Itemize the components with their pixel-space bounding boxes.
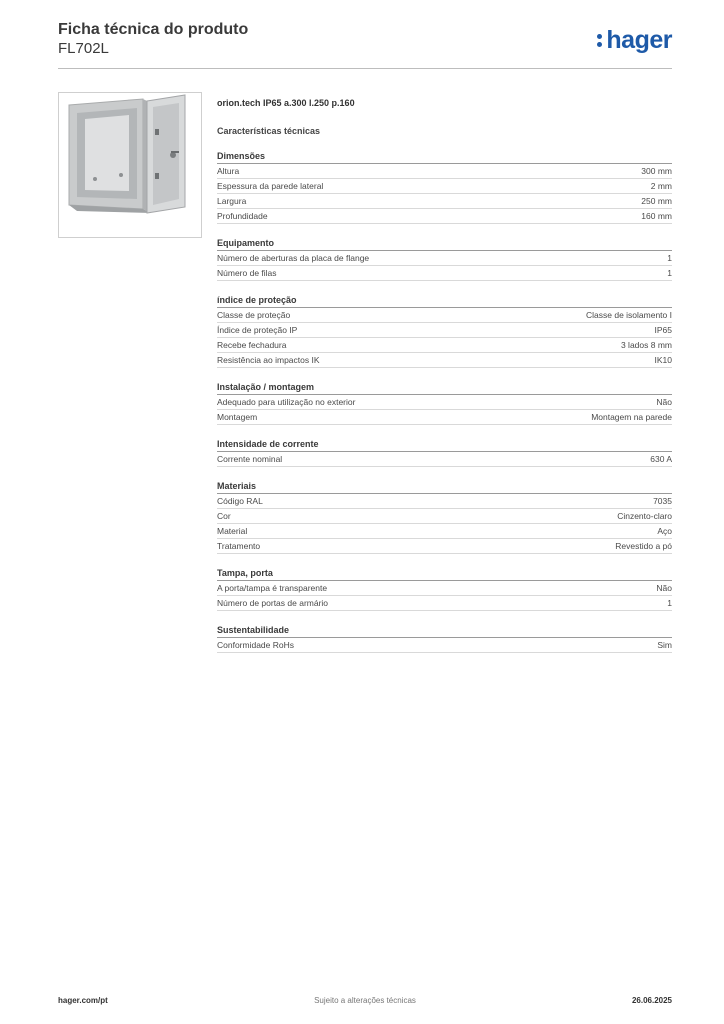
spec-row xyxy=(217,308,672,323)
spec-group xyxy=(217,480,672,554)
spec-label: Índice de proteção IP xyxy=(217,325,298,335)
spec-row xyxy=(217,524,672,539)
spec-group xyxy=(217,438,672,467)
spec-row xyxy=(217,596,672,611)
page-header xyxy=(58,20,672,68)
spec-row xyxy=(217,164,672,179)
spec-group-title: Instalação / montagem xyxy=(217,381,672,395)
footer-website: hager.com/pt xyxy=(58,996,108,1005)
spec-label: A porta/tampa é transparente xyxy=(217,583,328,593)
spec-label: Espessura da parede lateral xyxy=(217,181,324,191)
product-name: orion.tech IP65 a.300 l.250 p.160 xyxy=(217,98,355,108)
spec-row xyxy=(217,251,672,266)
spec-row xyxy=(217,179,672,194)
spec-label: Resistência ao impactos IK xyxy=(217,355,320,365)
spec-row xyxy=(217,266,672,281)
technical-characteristics-heading: Características técnicas xyxy=(217,126,321,136)
spec-group xyxy=(217,294,672,368)
spec-value: 2 mm xyxy=(650,181,672,191)
logo-colon-icon xyxy=(597,30,603,50)
spec-label: Largura xyxy=(217,196,247,206)
spec-label: Corrente nominal xyxy=(217,454,283,464)
page-footer xyxy=(58,996,672,1010)
spec-group-title: índice de proteção xyxy=(217,294,672,308)
spec-row xyxy=(217,410,672,425)
spec-value: Classe de isolamento I xyxy=(586,310,672,320)
product-code: FL702L xyxy=(58,40,109,57)
spec-group-title: Dimensões xyxy=(217,150,672,164)
spec-label: Conformidade RoHs xyxy=(217,640,295,650)
spec-group-title: Tampa, porta xyxy=(217,567,672,581)
spec-row xyxy=(217,581,672,596)
spec-value: Aço xyxy=(657,526,672,536)
spec-value: 7035 xyxy=(653,496,672,506)
spec-value: 250 mm xyxy=(641,196,672,206)
spec-value: 160 mm xyxy=(641,211,672,221)
spec-label: Recebe fechadura xyxy=(217,340,287,350)
spec-group xyxy=(217,381,672,425)
spec-value: Cinzento-claro xyxy=(617,511,672,521)
spec-value: 3 lados 8 mm xyxy=(620,340,672,350)
spec-row xyxy=(217,353,672,368)
spec-value: IK10 xyxy=(654,355,672,365)
spec-label: Cor xyxy=(217,511,231,521)
enclosure-illustration xyxy=(59,93,201,237)
spec-value: IP65 xyxy=(654,325,672,335)
spec-row xyxy=(217,509,672,524)
spec-label: Adequado para utilização no exterior xyxy=(217,397,356,407)
spec-group xyxy=(217,567,672,611)
spec-row xyxy=(217,395,672,410)
spec-row xyxy=(217,194,672,209)
spec-group-title: Equipamento xyxy=(217,237,672,251)
spec-value: Sim xyxy=(657,640,672,650)
hager-logo xyxy=(597,26,672,55)
spec-row xyxy=(217,338,672,353)
spec-group xyxy=(217,624,672,653)
spec-label: Altura xyxy=(217,166,240,176)
spec-group-title: Intensidade de corrente xyxy=(217,438,672,452)
spec-label: Tratamento xyxy=(217,541,261,551)
spec-row xyxy=(217,638,672,653)
spec-row xyxy=(217,539,672,554)
spec-row xyxy=(217,209,672,224)
logo-text: hager xyxy=(606,26,672,54)
spec-row xyxy=(217,452,672,467)
page-title: Ficha técnica do produto xyxy=(58,21,249,38)
spec-row xyxy=(217,494,672,509)
spec-label: Profundidade xyxy=(217,211,268,221)
spec-value: 1 xyxy=(667,268,672,278)
spec-value: 630 A xyxy=(650,454,672,464)
spec-label: Montagem xyxy=(217,412,258,422)
spec-group xyxy=(217,150,672,224)
spec-value: 1 xyxy=(667,253,672,263)
spec-label: Número de filas xyxy=(217,268,277,278)
spec-groups xyxy=(217,150,672,653)
spec-group-title: Materiais xyxy=(217,480,672,494)
header-divider xyxy=(58,68,672,69)
spec-value: Revestido a pó xyxy=(615,541,672,551)
spec-label: Número de aberturas da placa de flange xyxy=(217,253,370,263)
spec-label: Número de portas de armário xyxy=(217,598,329,608)
spec-label: Classe de proteção xyxy=(217,310,291,320)
spec-value: 300 mm xyxy=(641,166,672,176)
electrical-enclosure-image xyxy=(58,92,202,238)
spec-row xyxy=(217,323,672,338)
spec-value: Não xyxy=(656,397,672,407)
spec-value: Não xyxy=(656,583,672,593)
spec-content xyxy=(217,96,672,653)
spec-value: Montagem na parede xyxy=(591,412,672,422)
spec-group xyxy=(217,237,672,281)
spec-label: Material xyxy=(217,526,248,536)
footer-notice: Sujeito a alterações técnicas xyxy=(314,996,416,1005)
footer-date: 26.06.2025 xyxy=(631,996,672,1005)
spec-value: 1 xyxy=(667,598,672,608)
spec-group-title: Sustentabilidade xyxy=(217,624,672,638)
spec-label: Código RAL xyxy=(217,496,263,506)
